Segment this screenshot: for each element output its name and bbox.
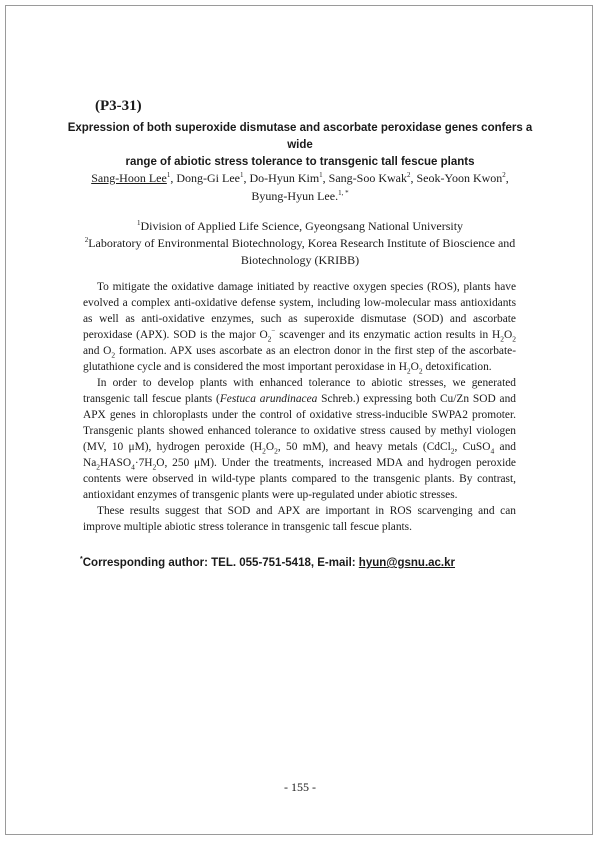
author-affil-mark: 1 (319, 171, 323, 179)
author-separator: , (243, 171, 250, 185)
corresponding-mark: * (80, 556, 83, 564)
author-affil-mark: 1 (240, 171, 244, 179)
author-affil-mark: 2 (502, 171, 506, 179)
page-number: - 155 - (284, 780, 316, 794)
affiliations (60, 218, 540, 269)
abstract-body (83, 279, 516, 535)
author-name: Sang-Hoon Lee (91, 171, 167, 185)
author-name: Sang-Soo Kwak (328, 171, 407, 185)
corresponding-author (80, 557, 455, 569)
affiliation-2-cont: Biotechnology (KRIBB) (240, 253, 360, 267)
affiliation-2: $^2$Laboratory of Environmental Biotechnology, Korea Research Institute of Bioscience and (84, 236, 516, 250)
abstract-paragraph-3: These results suggest that SOD and APX are important in ROS scarvenging and can improve multiple abiotic stress tolerance in transgenic tall fescue plants. (83, 505, 516, 533)
author-affil-mark: 1, * (338, 189, 349, 197)
email-link[interactable]: hyun@gsnu.ac.kr (358, 557, 456, 569)
author-name: Dong-Gi Lee (176, 171, 240, 185)
title-line-1: Expression of both superoxide dismutase and ascorbate peroxidase genes confers a wide (67, 122, 533, 151)
author-name: Byung-Hyun Lee. (251, 189, 339, 203)
abstract-code: (P3-31) (95, 98, 142, 114)
species-name: Festuca arundinacea (219, 393, 318, 405)
author-name: Do-Hyun Kim (249, 171, 320, 185)
affiliation-1: $^1$Division of Applied Life Science, Gyeongsang National University (136, 219, 464, 233)
author-separator: , (410, 171, 417, 185)
author-separator: , (322, 171, 329, 185)
abstract-paragraph-2: In order to develop plants with enhanced tolerance to abiotic stresses, we generated transgenic tall fescue plants (Festuca arundinacea Schreb.) expressing both Cu/Zn SOD and APX genes in chloroplasts under the control of oxidative stress-inducible SWPA2 promoter. Transgenic plants showed enhanced tolerance to oxidative stress caused by methyl viologen (MV, 10 μM), hydrogen peroxide ($H_2O_2$, 50 mM), and heavy metals (CdCl$_2$, CuSO$_4$ and $Na_2HASO_4\cdot 7H_2O$, 250 μM). Under the treatments, increased MDA and hydrogen peroxide contents were observed in wild-type plants compared to the transgenic plants. By contrast, antioxidant enzymes of transgenic plants were up-regulated under abiotic stresses. (83, 377, 516, 501)
corresponding-label: Corresponding author: TEL. 055-751-5418, E-mail: (82, 557, 359, 569)
title-line-2: range of abiotic stress tolerance to transgenic tall fescue plants (125, 156, 475, 168)
abstract-paragraph-1: To mitigate the oxidative damage initiated by reactive oxygen species (ROS), plants have evolved a complex anti-oxidative defense system, including low-molecular mass antioxidants as well as anti-oxidative enzymes, such as superoxide dismutase (SOD) and ascorbate peroxidase (APX). SOD is the major $O_2^-$ scavenger and its enzymatic action results in $H_2O_2$ and $O_2$ formation. APX uses ascorbate as an electron donor in the first step of the ascorbate-glutathione cycle and is considered the most important peroxidase in $H_2O_2$ detoxification. (83, 281, 516, 376)
author-list (60, 169, 540, 205)
author-separator: , (505, 171, 509, 185)
author-affil-mark: 2 (407, 171, 411, 179)
author-name: Seok-Yoon Kwon (416, 171, 503, 185)
paper-title (60, 120, 540, 171)
author-affil-mark: 1 (166, 171, 171, 179)
author-separator: , (170, 171, 177, 185)
